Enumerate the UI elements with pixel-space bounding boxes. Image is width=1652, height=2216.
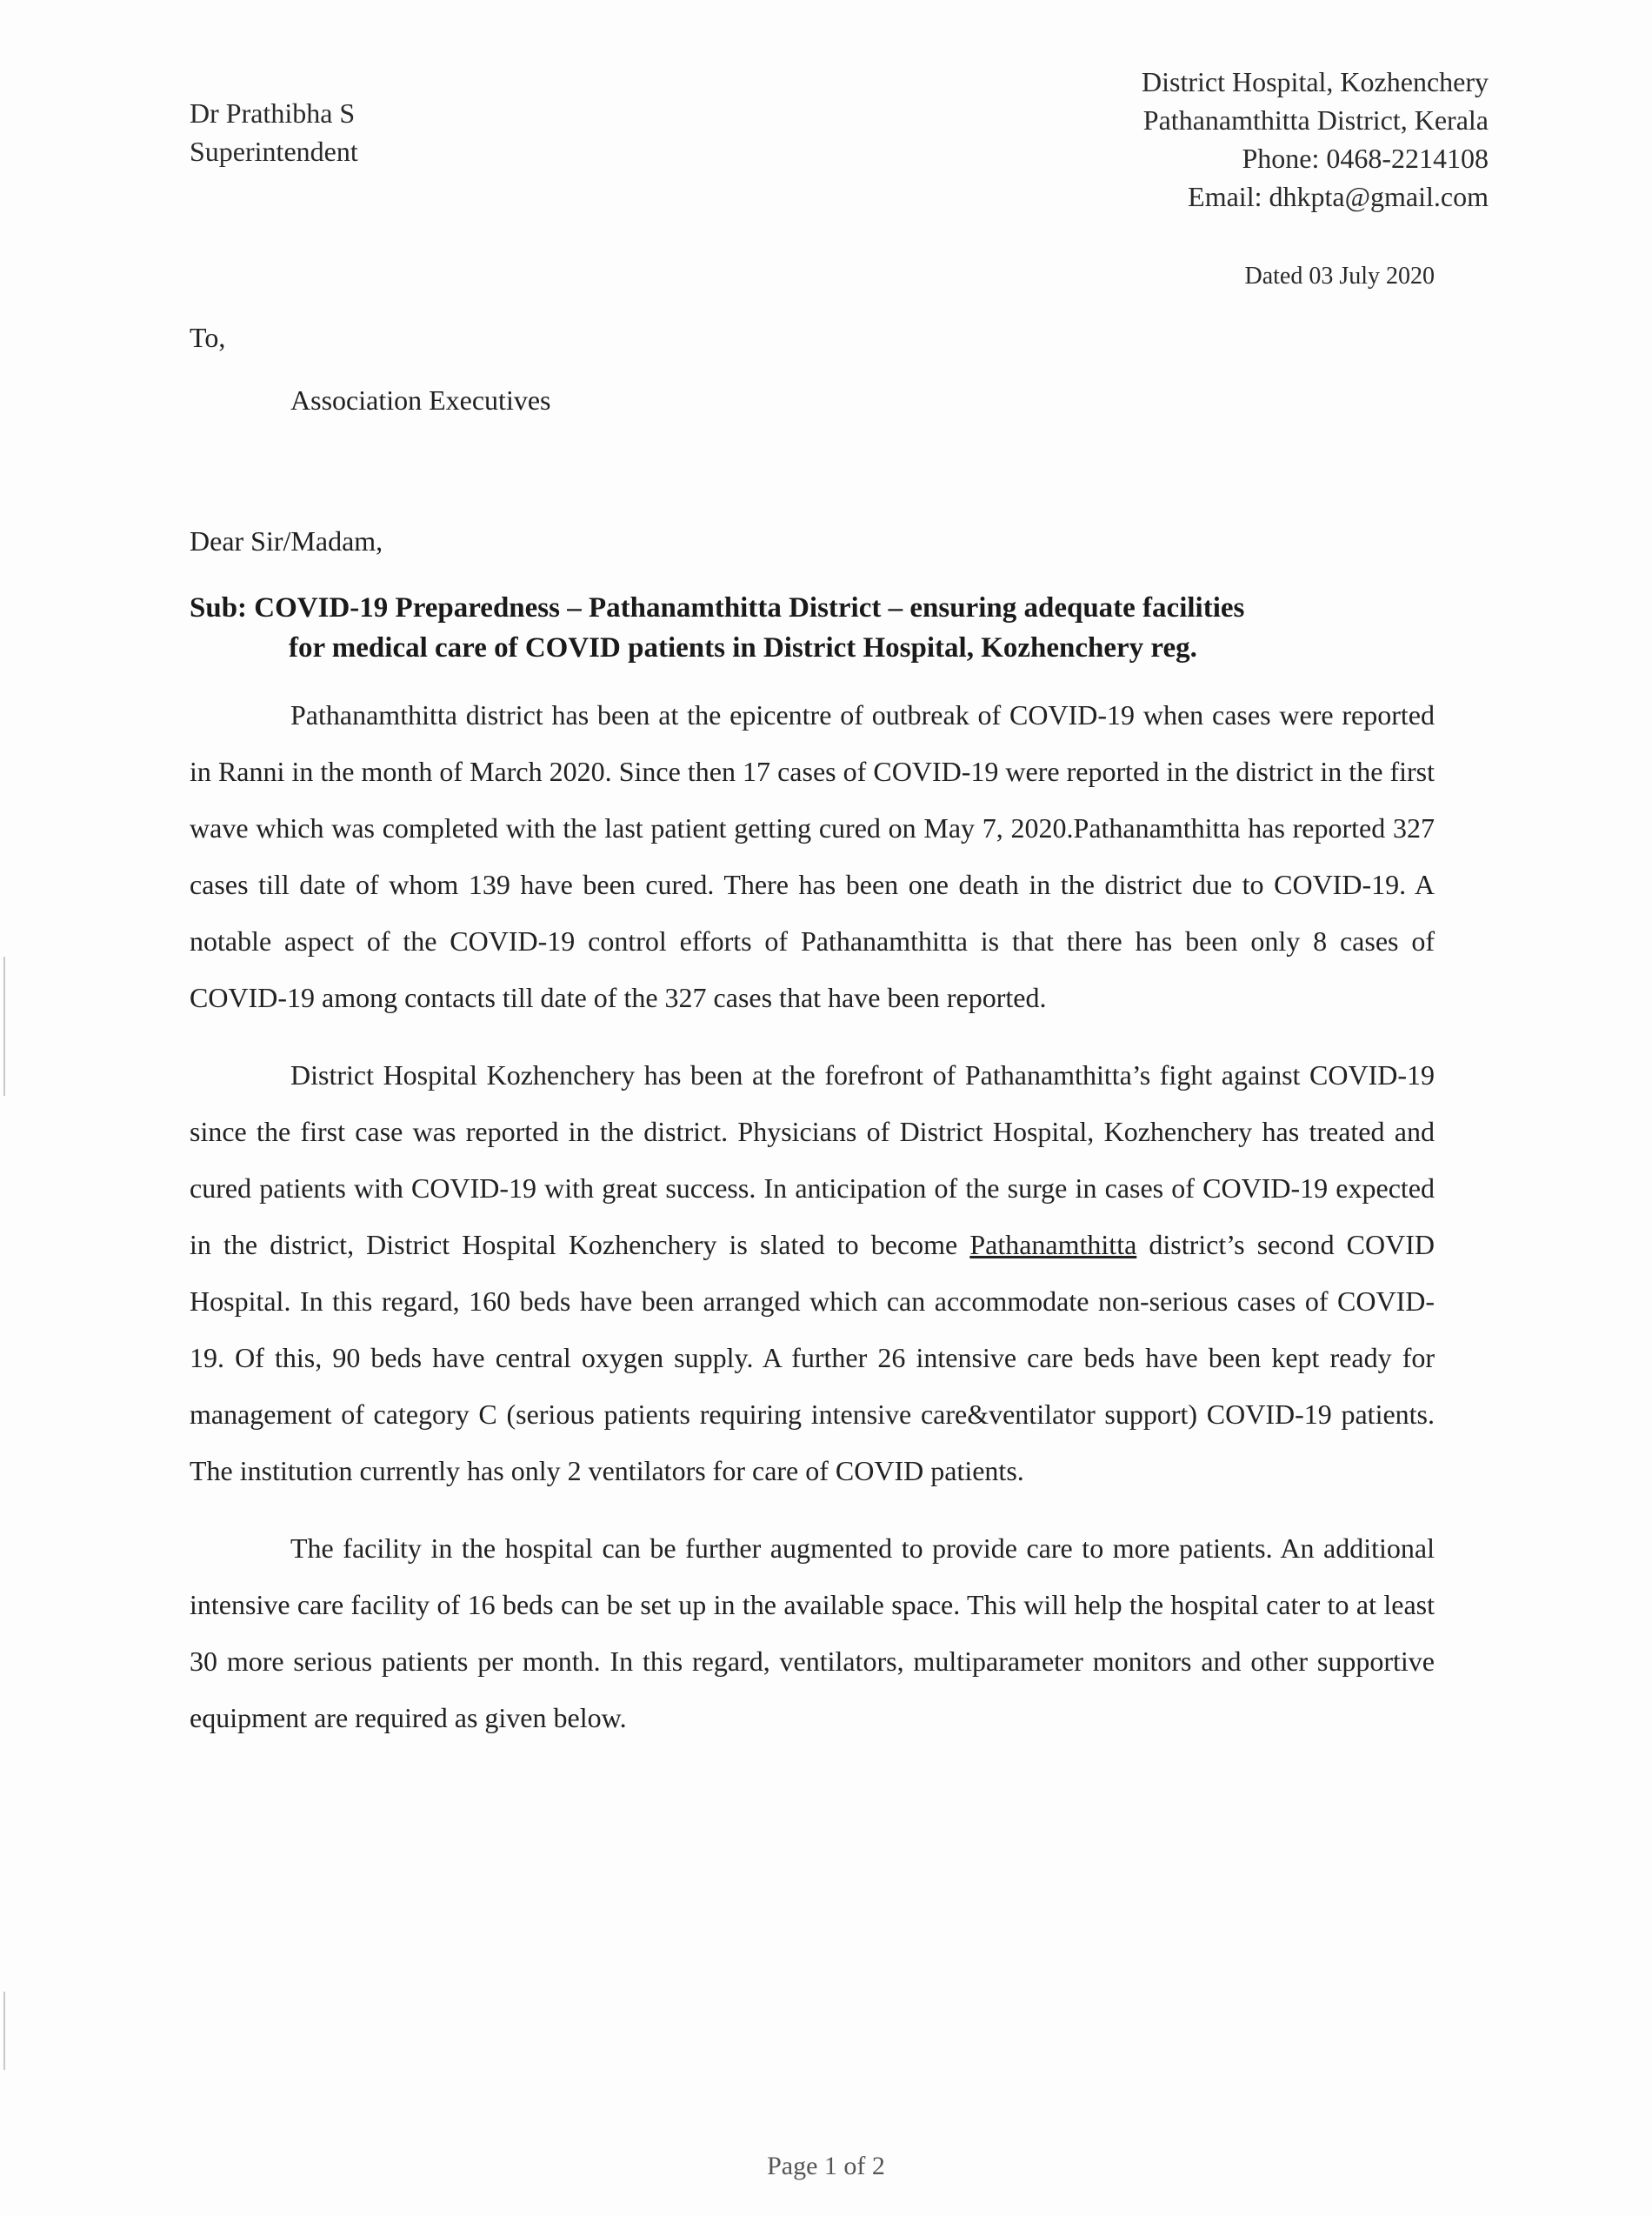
letter-body — [190, 687, 1435, 1767]
office-email: Email: dhkpta@gmail.com — [1188, 181, 1489, 212]
paragraph-2 — [190, 1047, 1435, 1499]
scan-margin-mark — [3, 1992, 5, 2070]
sender-title: Superintendent — [190, 136, 358, 167]
sender-name: Dr Prathibha S — [190, 97, 356, 129]
office-phone: Phone: 0468-2214108 — [1242, 143, 1489, 174]
office-district: Pathanamthitta District, Kerala — [1142, 104, 1489, 136]
office-name: District Hospital, Kozhenchery — [1142, 66, 1489, 97]
salutation: Dear Sir/Madam, — [190, 525, 383, 557]
to-label: To, — [190, 322, 226, 353]
paragraph-3: The facility in the hospital can be further augmented to provide care to more patients. An additional intensive care facility of 16 beds can be set up in the available space. This will help the hospital cater to at least 30 more serious patients per month. In this regard, ventilators, multiparameter monitors and other supportive equipment are required as given below. — [190, 1532, 1435, 1733]
paragraph-1: Pathanamthitta district has been at the epicentre of outbreak of COVID-19 when cases were reported in Ranni in the month of March 2020. Since then 17 cases of COVID-19 were reported in the district in the first wave which was completed with the last patient getting cured on May 7, 2020.Pathanamthitta has reported 327 cases till date of whom 139 have been cured. There has been one death in the district due to COVID-19. A notable aspect of the COVID-19 control efforts of Pathanamthitta is that there has been only 8 cases of COVID-19 among contacts till date of the 327 cases that have been reported. — [190, 699, 1435, 1013]
paragraph-2-text-start: District Hospital Kozhenchery has been at the forefront of Pathanamthitta’s fight against COVID-19 since the first case was reported in the district. Physicians of District Hospital, Kozhenchery has treated and cured patients with COVID-19 with great success. In anticipation of the surge in cases of COVID-19 expected in the district, District Hospital Kozhenchery is slated to become — [190, 1059, 1435, 1260]
underlined-word: Pathanamthitta — [969, 1229, 1137, 1260]
page-number: Page 1 of 2 — [767, 2152, 885, 2180]
scan-margin-mark — [3, 957, 5, 1096]
office-address-block — [1142, 63, 1489, 216]
sender-block — [190, 94, 358, 170]
subject-line-2: for medical care of COVID patients in District Hospital, Kozhenchery reg. — [289, 632, 1197, 664]
recipient: Association Executives — [290, 384, 551, 416]
letter-date: Dated 03 July 2020 — [1244, 263, 1435, 290]
subject-line-1: Sub: COVID-19 Preparedness – Pathanamthitta District – ensuring adequate facilities — [190, 592, 1245, 624]
subject-line — [190, 588, 1433, 668]
paragraph-2-text-end: district’s second COVID Hospital. In this regard, 160 beds have been arranged which can accommodate non-serious cases of COVID-19. Of this, 90 beds have central oxygen supply. A further 26 intensive care beds have been kept ready for management of category C (serious patients requiring intensive care&ventilator support) COVID-19 patients. The institution currently has only 2 ventilators for care of COVID patients. — [190, 1229, 1436, 1486]
